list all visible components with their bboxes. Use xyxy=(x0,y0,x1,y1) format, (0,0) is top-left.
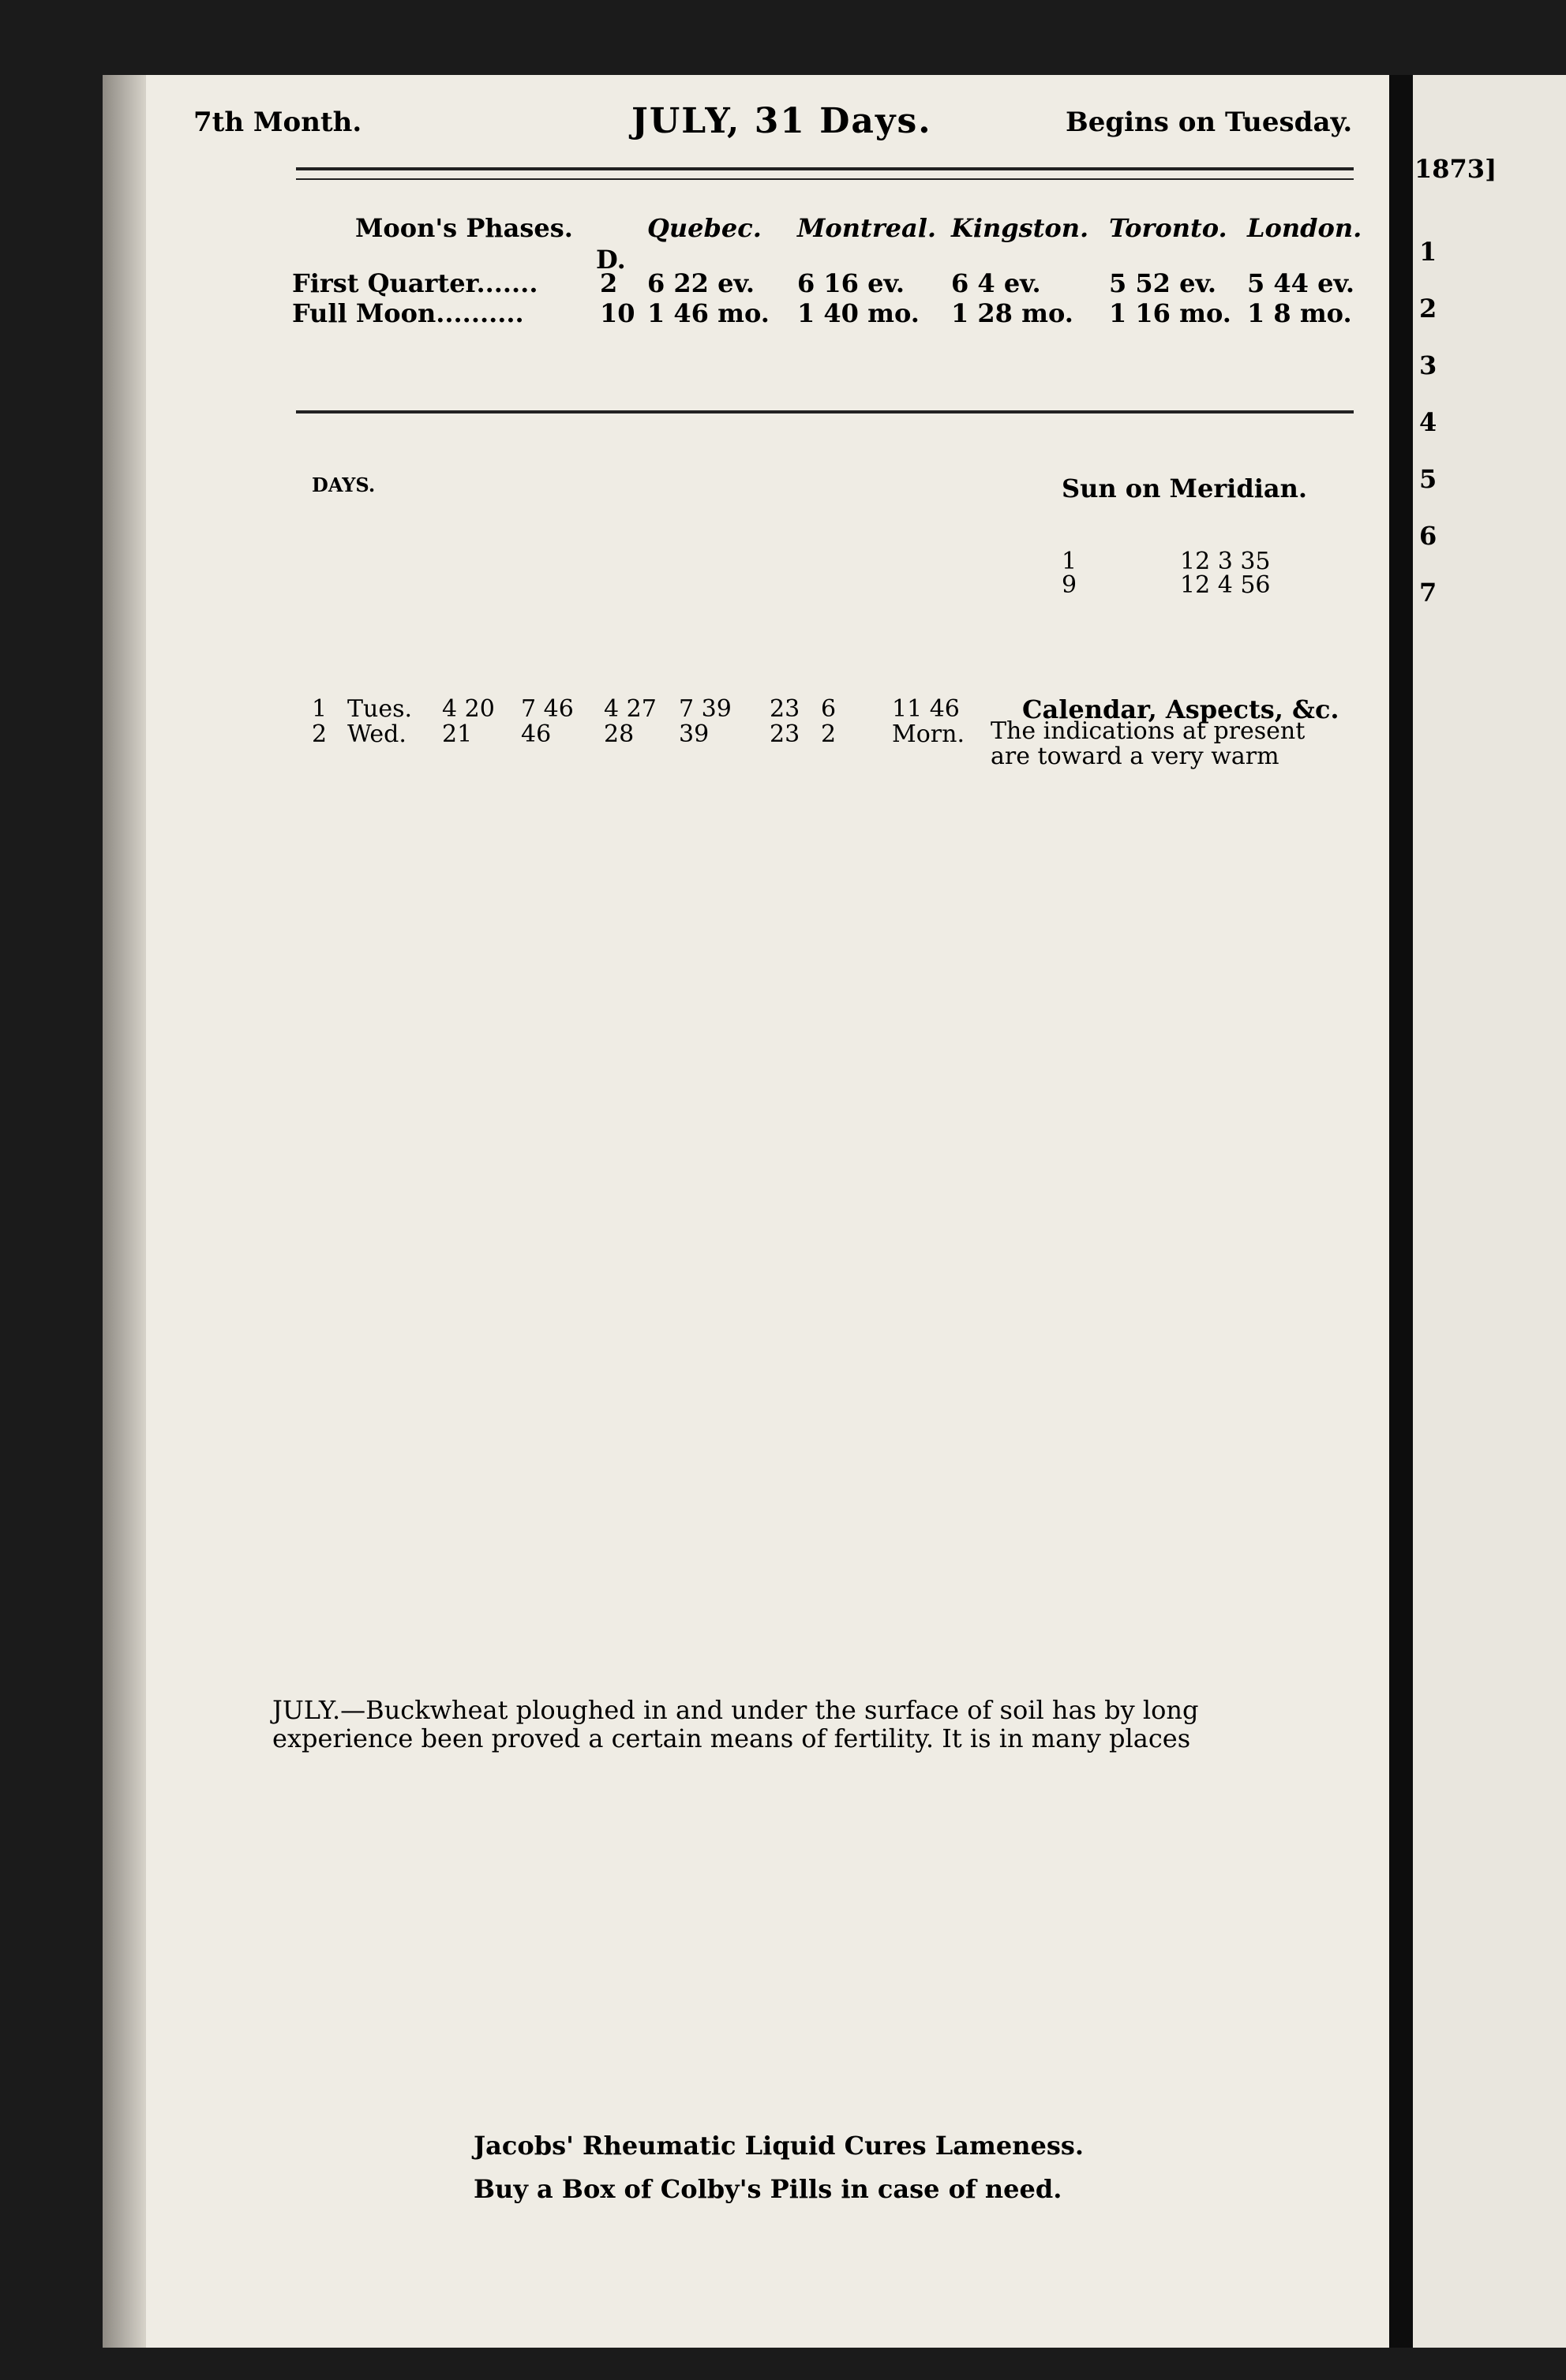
moon-city-header: Kingston. xyxy=(951,213,1089,243)
next-page-day-number: 2 xyxy=(1419,294,1437,324)
moon-phase-time: 1 16 mo. xyxy=(1109,298,1231,328)
meridian-day: 1 xyxy=(1062,548,1077,575)
page-gutter xyxy=(1389,75,1413,2348)
almanac-page xyxy=(103,75,1405,2348)
moon-phase-time: 1 8 mo. xyxy=(1247,298,1352,328)
table-cell: 7 46 xyxy=(521,695,574,723)
meridian-day: 9 xyxy=(1062,571,1077,599)
ad-line-2: Buy a Box of Colby's Pills in case of need. xyxy=(474,2174,1062,2204)
month-label: 7th Month. xyxy=(193,107,362,138)
moon-phase-name: First Quarter....... xyxy=(292,268,538,298)
next-page-day-number: 1 xyxy=(1419,237,1437,267)
table-cell: 39 xyxy=(679,720,710,748)
moon-city-header: Quebec. xyxy=(647,213,762,243)
meridian-header: Sun on Meridian. xyxy=(1062,473,1307,503)
next-page-day-number: 5 xyxy=(1419,464,1437,494)
moon-phase-name: Full Moon.......... xyxy=(292,298,524,328)
moon-phase-day: 2 xyxy=(600,268,618,298)
moon-city-header: Toronto. xyxy=(1109,213,1227,243)
next-page-day-number: 3 xyxy=(1419,350,1437,380)
table-cell: Tues. xyxy=(347,695,413,723)
essay-line: JULY.—Buckwheat ploughed in and under the surface of soil has by long xyxy=(272,1695,1199,1725)
calendar-note: are toward a very warm xyxy=(991,743,1279,770)
ad-line-1: Jacobs' Rheumatic Liquid Cures Lameness. xyxy=(474,2131,1084,2161)
table-cell: 4 20 xyxy=(442,695,495,723)
table-cell: 11 46 xyxy=(892,695,960,723)
table-cell: 23 xyxy=(770,695,800,723)
moon-phase-time: 5 52 ev. xyxy=(1109,268,1216,298)
table-cell: 2 xyxy=(312,720,328,748)
moon-phase-time: 1 28 mo. xyxy=(951,298,1073,328)
moon-phase-time: 6 16 ev. xyxy=(797,268,905,298)
table-cell: 2 xyxy=(821,720,837,748)
meridian-time: 12 3 35 xyxy=(1180,548,1271,575)
book-binding xyxy=(103,75,146,2348)
table-cell: 23 xyxy=(770,720,800,748)
moon-city-header: London. xyxy=(1247,213,1362,243)
table-cell: 21 xyxy=(442,720,473,748)
moon-phase-time: 1 46 mo. xyxy=(647,298,770,328)
page-title: JULY, 31 Days. xyxy=(631,101,932,141)
table-cell: 6 xyxy=(821,695,837,723)
moon-phase-day: 10 xyxy=(600,298,635,328)
next-page-day-number: 7 xyxy=(1419,578,1437,608)
begins-label: Begins on Tuesday. xyxy=(1066,107,1353,138)
table-cell: 7 39 xyxy=(679,695,732,723)
table-cell: 28 xyxy=(604,720,635,748)
moon-phase-time: 5 44 ev. xyxy=(1247,268,1354,298)
moon-day-col-header: D. xyxy=(596,245,626,275)
calendar-aspects-header: Calendar, Aspects, &c. xyxy=(1022,694,1339,724)
days-header: DAYS. xyxy=(312,473,376,496)
next-page-day-number: 6 xyxy=(1419,521,1437,551)
adjacent-page xyxy=(1413,75,1566,2348)
table-cell: 1 xyxy=(312,695,328,723)
moon-city-header: Montreal. xyxy=(797,213,937,243)
next-page-year: 1873] xyxy=(1414,154,1497,184)
table-cell: 4 27 xyxy=(604,695,657,723)
table-cell: Wed. xyxy=(347,720,406,748)
calendar-note: The indications at present xyxy=(991,717,1306,745)
meridian-time: 12 4 56 xyxy=(1180,571,1271,599)
next-page-day-number: 4 xyxy=(1419,407,1437,437)
table-cell: Morn. xyxy=(892,720,965,748)
moon-phase-time: 6 4 ev. xyxy=(951,268,1041,298)
essay-line: experience been proved a certain means of fertility. It is in many places xyxy=(272,1723,1191,1753)
table-cell: 46 xyxy=(521,720,552,748)
moon-phase-time: 6 22 ev. xyxy=(647,268,755,298)
moon-phase-time: 1 40 mo. xyxy=(797,298,920,328)
moon-phases-header: Moon's Phases. xyxy=(355,213,573,243)
